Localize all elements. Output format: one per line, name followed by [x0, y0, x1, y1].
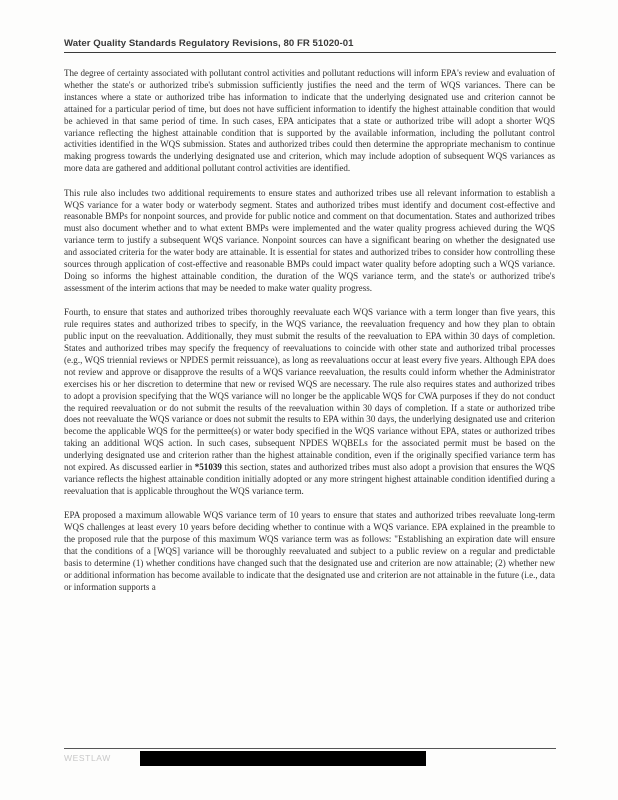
paragraph-reevaluation-text-before: Fourth, to ensure that states and authorized tribes thoroughly reevaluate each WQS variance with a term longer than five years, this rule requires states and authorized tribes to specify, in the WQS variance, the reevaluation frequency and how they plan to obtain public input on the reevaluation. Additionally, they must submit the results of the reevaluation to EPA within 30 days of completion. States and authorized tribes may specify the frequency of reevaluations to coincide with other state and authorized tribal processes (e.g., WQS triennial reviews or NPDES permit reissuance), as long as reevaluations occur at least every five years. Although EPA does not review and approve or disapprove the results of a WQS variance reevaluation, the results could inform whether the Administrator exercises his or her discretion to determine that new or revised WQS are necessary. The rule also requires states and authorized tribes to adopt a provision specifying that the WQS variance will no longer be the applicable WQS for CWA purposes if they do not conduct the required reevaluation or do not submit the results of the reevaluation within 30 days of completion. If a state or authorized tribe does not reevaluate the WQS variance or does not submit the results to EPA within 30 days, the underlying designated use and criterion become the applicable WQS for the permittee(s) or water body specified in the WQS variance without EPA, states or authorized tribes taking an additional WQS action. In such cases, subsequent NPDES WQBELs for the associated permit must be based on the underlying designated use and criterion rather than the highest attainable condition, even if the originally specified variance term has not expired. As discussed earlier in	[64, 307, 555, 473]
paragraph-maximum-term: EPA proposed a maximum allowable WQS variance term of 10 years to ensure that states and authorized tribes reevaluate long-term WQS challenges at least every 10 years before deciding whether to continue with a WQS variance. EPA explained in the preamble to the proposed rule that the purpose of this maximum WQS variance term was as follows: "Establishing an expiration date will ensure that the conditions of a [WQS] variance will be thoroughly reevaluated and subject to a public review on a regular and predictable basis to determine (1) whether conditions have changed such that the designated use and criterion are now attainable; (2) whether new or additional information has become available to indicate that the designated use and criterion are not attainable in the future (i.e., data or information supports a	[64, 510, 555, 592]
redaction-bar	[140, 751, 426, 766]
document-body	[64, 68, 555, 594]
paragraph-reevaluation	[64, 307, 555, 498]
star-page-marker: *51039	[194, 462, 222, 473]
page-header-title: Water Quality Standards Regulatory Revisions, 80 FR 51020-01	[64, 38, 354, 49]
paragraph-reevaluation-text-after: this section, states and authorized tribes must also adopt a provision that ensures the WQS variance reflects the highest attainable condition initially adopted or any more stringent highest attainable condition identified during a reevaluation that is applicable throughout the WQS variance term.	[64, 462, 555, 496]
paragraph-additional-requirements: This rule also includes two additional requirements to ensure states and authorized tribes use all relevant information to establish a WQS variance for a water body or waterbody segment. States and authorized tribes must identify and document cost-effective and reasonable BMPs for nonpoint sources, and provide for public notice and comment on that documentation. States and authorized tribes must also document whether and to what extent BMPs were implemented and the water quality progress achieved during the WQS variance term to justify a subsequent WQS variance. Nonpoint sources can have a significant bearing on whether the designated use and associated criteria for the water body are attainable. It is essential for states and authorized tribes to consider how controlling these sources through application of cost-effective and reasonable BMPs could impact water quality before adopting such a WQS variance. Doing so informs the highest attainable condition, the duration of the WQS variance term, and the state's or authorized tribe's assessment of the interim actions that may be needed to make water quality progress.	[64, 187, 555, 293]
header-divider	[64, 52, 556, 53]
footer-brand-logo: WESTLAW	[64, 753, 111, 763]
paragraph-certainty: The degree of certainty associated with pollutant control activities and pollutant reductions will inform EPA's review and evaluation of whether the state's or authorized tribe's submission sufficiently justifies the need and the term of WQS variances. There can be instances where a state or authorized tribe has information to indicate that the underlying designated use and criterion cannot be attained for a particular period of time, but does not have sufficient information to identify the highest attainable condition that would be achieved in that same period of time. In such cases, EPA anticipates that a state or authorized tribe will adopt a shorter WQS variance reflecting the highest attainable condition that is supported by the available information, including the pollutant control activities identified in the WQS submission. States and authorized tribes could then determine the appropriate mechanism to continue making progress towards the underlying designated use and criterion, which may include adoption of subsequent WQS variances as more data are gathered and additional pollutant control activities are identified.	[64, 68, 555, 174]
footer-divider	[64, 748, 556, 749]
